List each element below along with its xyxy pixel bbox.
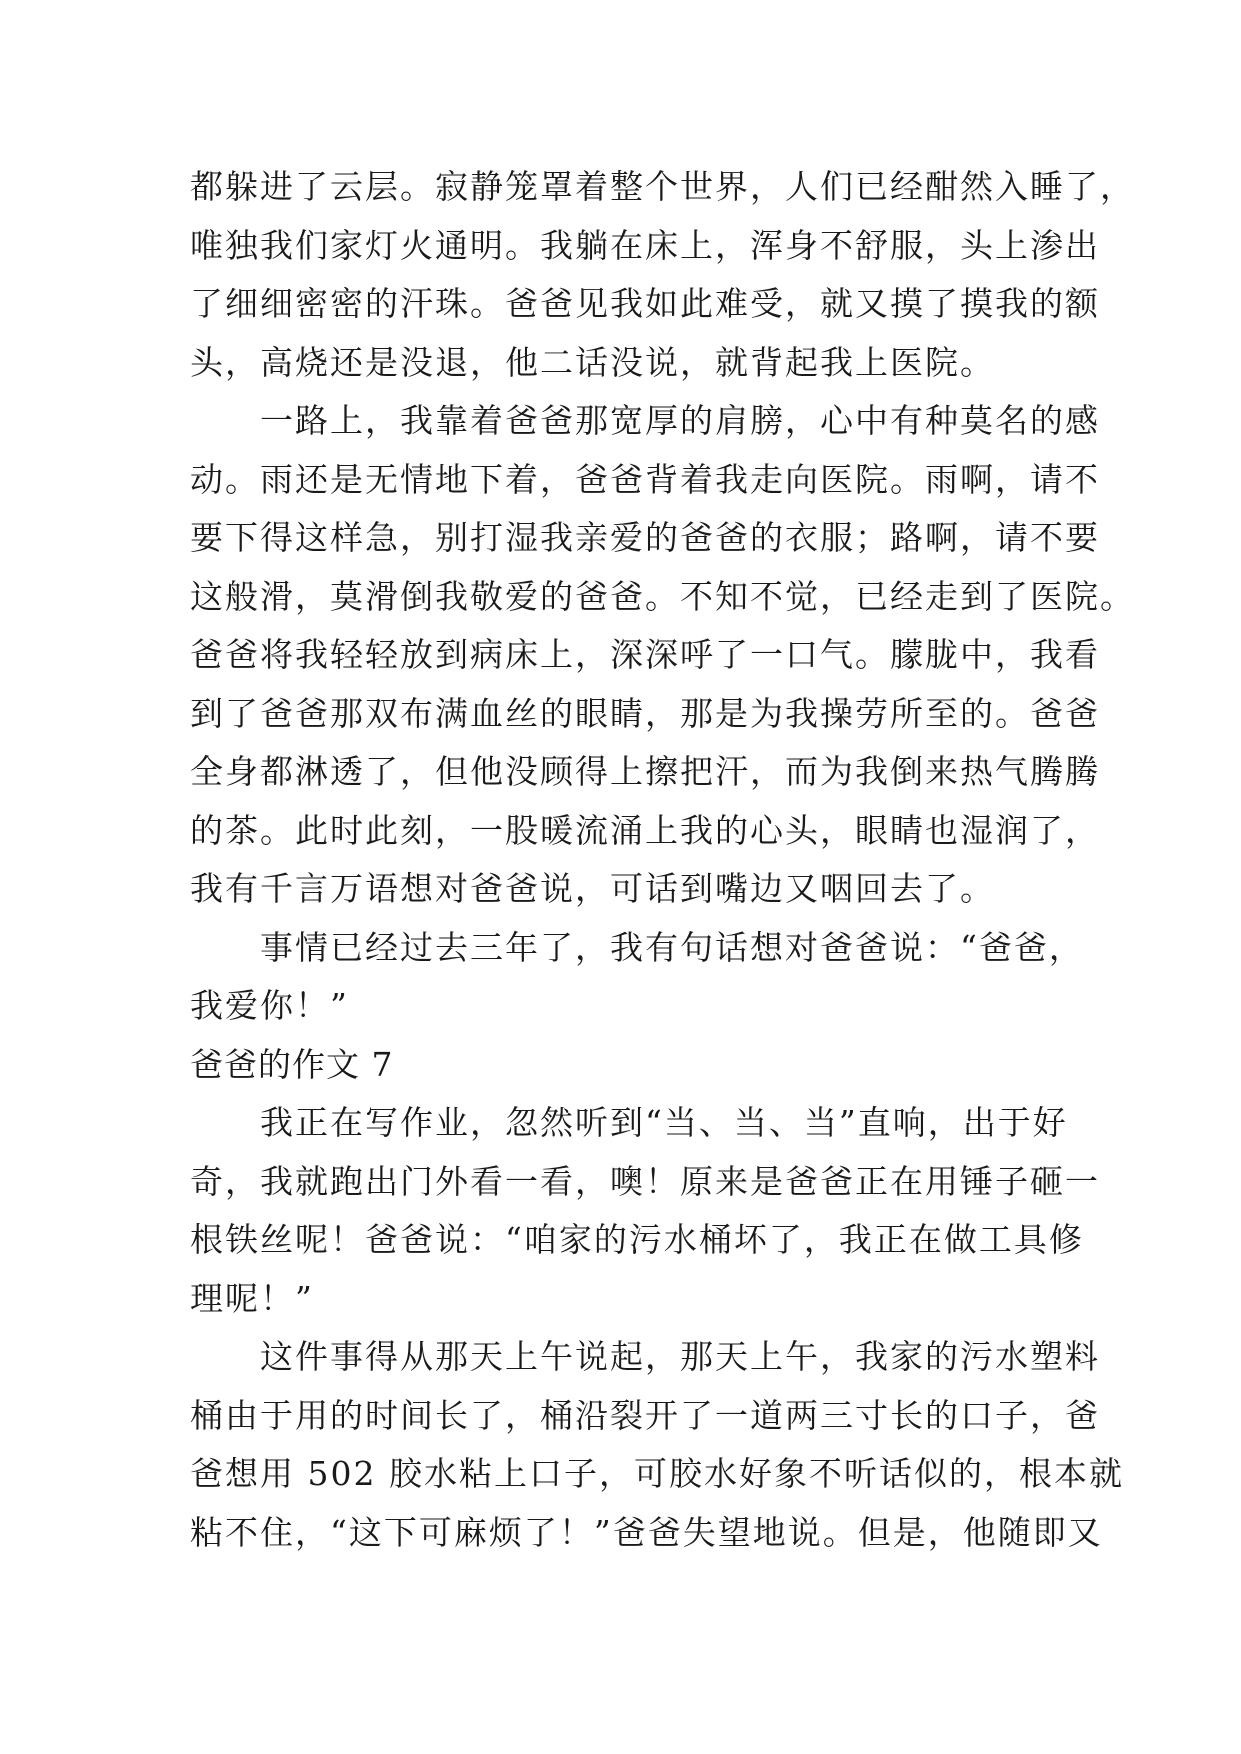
text-line: 我爱你！” (190, 986, 349, 1025)
text-line: 奇，我就跑出门外看一看，噢！原来是爸爸正在用锤子砸一 (190, 1161, 1100, 1201)
text-line: 爸爸将我轻轻放到病床上，深深呼了一口气。朦胧中，我看 (190, 635, 1100, 674)
text-line: 我有千言万语想对爸爸说，可话到嘴边又咽回去了。 (190, 869, 995, 908)
paragraph-first-line: 一路上，我靠着爸爸那宽厚的肩膀，心中有种莫名的感 (260, 401, 1100, 440)
text-line: 要下得这样急，别打湿我亲爱的爸爸的衣服；路啊，请不要 (190, 518, 1100, 557)
text-line: 根铁丝呢！爸爸说：“咱家的污水桶坏了，我正在做工具修 (190, 1220, 1084, 1259)
text-line: 到了爸爸那双布满血丝的眼睛，那是为我操劳所至的。爸爸 (190, 693, 1100, 733)
text-line: 桶由于用的时间长了，桶沿裂开了一道两三寸长的口子，爸 (190, 1395, 1100, 1435)
section-heading: 爸爸的作文 7 (190, 1044, 394, 1084)
paragraph-first-line: 我正在写作业，忽然听到“当、当、当”直响，出于好 (260, 1103, 1068, 1142)
text-line: 理呢！” (190, 1278, 314, 1318)
text-line: 的茶。此时此刻，一股暖流涌上我的心头，眼睛也湿润了， (190, 810, 1100, 850)
text-line: 爸想用 502 胶水粘上口子，可胶水好象不听话似的，根本就 (190, 1454, 1124, 1493)
text-line: 都躲进了云层。寂静笼罩着整个世界，人们已经酣然入睡了， (190, 167, 1135, 206)
text-line: 动。雨还是无情地下着，爸爸背着我走向医院。雨啊，请不 (190, 459, 1100, 499)
text-line: 粘不住，“这下可麻烦了！”爸爸失望地说。但是，他随即又 (190, 1512, 1103, 1552)
paragraph-first-line: 这件事得从那天上午说起，那天上午，我家的污水塑料 (260, 1337, 1100, 1376)
text-line: 这般滑，莫滑倒我敬爱的爸爸。不知不觉，已经走到了医院。 (190, 576, 1135, 616)
text-line: 唯独我们家灯火通明。我躺在床上，浑身不舒服，头上渗出 (190, 225, 1100, 265)
paragraph-first-line: 事情已经过去三年了，我有句话想对爸爸说：“爸爸， (260, 927, 1084, 967)
text-line: 头，高烧还是没退，他二话没说，就背起我上医院。 (190, 342, 995, 382)
text-line: 了细细密密的汗珠。爸爸见我如此难受，就又摸了摸我的额 (190, 284, 1100, 323)
document-body (190, 158, 1135, 1562)
text-line: 全身都淋透了，但他没顾得上擦把汗，而为我倒来热气腾腾 (190, 752, 1100, 791)
